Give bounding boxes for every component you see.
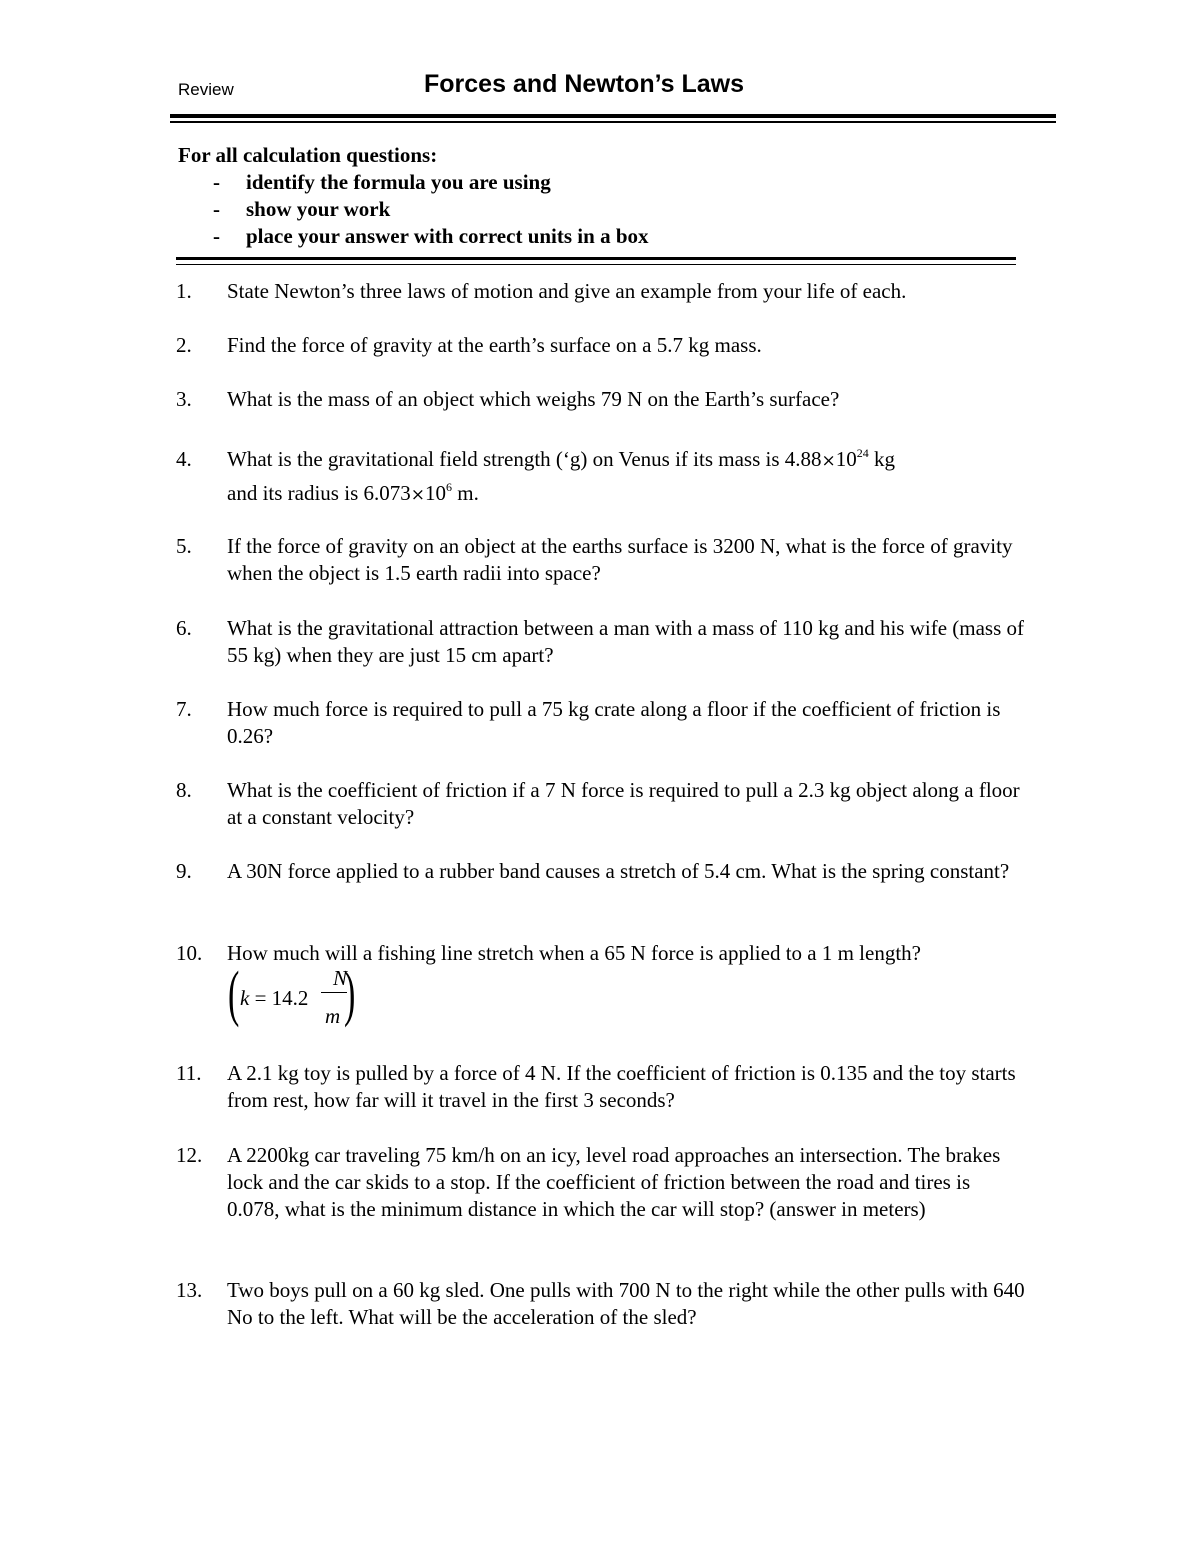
left-paren: ( — [228, 960, 240, 1028]
instruction-text: place your answer with correct units in a box — [246, 224, 649, 248]
instructions-rule-thick — [176, 257, 1016, 260]
question-number: 11. — [176, 1061, 202, 1085]
question-text: How much force is required to pull a 75 kg crate along a floor if the coefficient of friction is 0.26? — [227, 697, 1001, 748]
times-symbol: × — [410, 485, 425, 505]
page-title: Forces and Newton’s Laws — [424, 70, 744, 98]
question-text: State Newton’s three laws of motion and give an example from your life of each. — [227, 279, 907, 303]
bullet-dash: - — [213, 170, 220, 194]
venus-radius-exponent: 6 — [446, 480, 452, 494]
spring-constant-formula — [228, 960, 368, 1032]
question-number: 10. — [176, 941, 203, 965]
formula-denominator: m — [325, 1004, 341, 1028]
question-number: 6. — [176, 616, 192, 640]
right-paren: ) — [344, 960, 356, 1028]
question-text: How much will a fishing line stretch when a 65 N force is applied to a 1 m length? — [227, 941, 921, 965]
times-symbol: × — [821, 451, 836, 471]
bullet-dash: - — [213, 197, 220, 221]
question-number: 2. — [176, 333, 192, 357]
header-rule-thick — [170, 114, 1056, 118]
question-number: 9. — [176, 859, 192, 883]
instruction-bullet — [178, 223, 649, 250]
power-base: 10 — [835, 447, 857, 471]
power-base: 10 — [425, 481, 446, 505]
venus-mass-coefficient: 4.88 — [784, 447, 822, 471]
page-header — [176, 70, 1056, 110]
question-text: What is the coefficient of friction if a 7 N force is required to pull a 2.3 kg object along a floor at a constant velocity? — [227, 778, 1020, 829]
question-number: 7. — [176, 697, 192, 721]
question-text: A 30N force applied to a rubber band causes a stretch of 5.4 cm. What is the spring constant? — [227, 859, 1010, 883]
header-rule-thin — [170, 121, 1056, 123]
question-text-part: m. — [452, 481, 479, 505]
question-text-part: kg — [868, 447, 896, 471]
formula-numerator: N — [333, 966, 348, 990]
question-text-part: What is the gravitational field strength (‘g) on Venus if its mass is — [227, 447, 785, 471]
instructions-rule-thin — [176, 264, 1016, 265]
instruction-bullet — [178, 196, 437, 223]
question-number: 5. — [176, 534, 192, 558]
instructions-block — [178, 142, 649, 250]
question-text — [227, 446, 1027, 509]
review-label: Review — [178, 80, 234, 99]
formula-variable-k: k — [240, 986, 250, 1010]
instruction-bullet — [178, 169, 551, 196]
question-text-part: and its radius is — [227, 481, 364, 505]
question-text: A 2200kg car traveling 75 km/h on an icy, level road approaches an intersection. The brakes lock and the car skids to a stop. If the coefficient of friction between the road and tires is 0.078, what is the minimum distance in which the car will stop? (answer in meters) — [227, 1143, 1001, 1221]
question-number: 1. — [176, 279, 192, 303]
question-number: 3. — [176, 387, 192, 411]
question-text: What is the gravitational attraction between a man with a mass of 110 kg and his wife (mass of 55 kg) when they are just 15 cm apart? — [227, 616, 1024, 667]
venus-radius-coefficient: 6.073 — [363, 481, 411, 505]
question-text: Find the force of gravity at the earth’s surface on a 5.7 kg mass. — [227, 333, 762, 357]
question-number: 8. — [176, 778, 192, 802]
question-text: A 2.1 kg toy is pulled by a force of 4 N. If the coefficient of friction is 0.135 and the toy starts from rest, how far will it travel in the first 3 seconds? — [227, 1061, 1016, 1112]
instructions-heading: For all calculation questions: — [178, 143, 438, 167]
question-text: If the force of gravity on an object at the earths surface is 3200 N, what is the force of gravity when the object is 1.5 earth radii into space? — [227, 534, 1013, 585]
bullet-dash: - — [213, 224, 220, 248]
question-number: 12. — [176, 1143, 203, 1167]
instruction-text: show your work — [246, 197, 391, 221]
instruction-text: identify the formula you are using — [246, 170, 551, 194]
question-text: What is the mass of an object which weighs 79 N on the Earth’s surface? — [227, 387, 840, 411]
formula-equals: = 14.2 — [249, 986, 309, 1010]
question-number: 13. — [176, 1278, 203, 1302]
formula-lhs — [240, 986, 308, 1011]
question-text: Two boys pull on a 60 kg sled. One pulls with 700 N to the right while the other pulls with 640 No to the left. What will be the acceleration of the sled? — [227, 1278, 1025, 1329]
venus-mass-exponent: 24 — [856, 446, 869, 460]
question-number: 4. — [176, 447, 192, 471]
